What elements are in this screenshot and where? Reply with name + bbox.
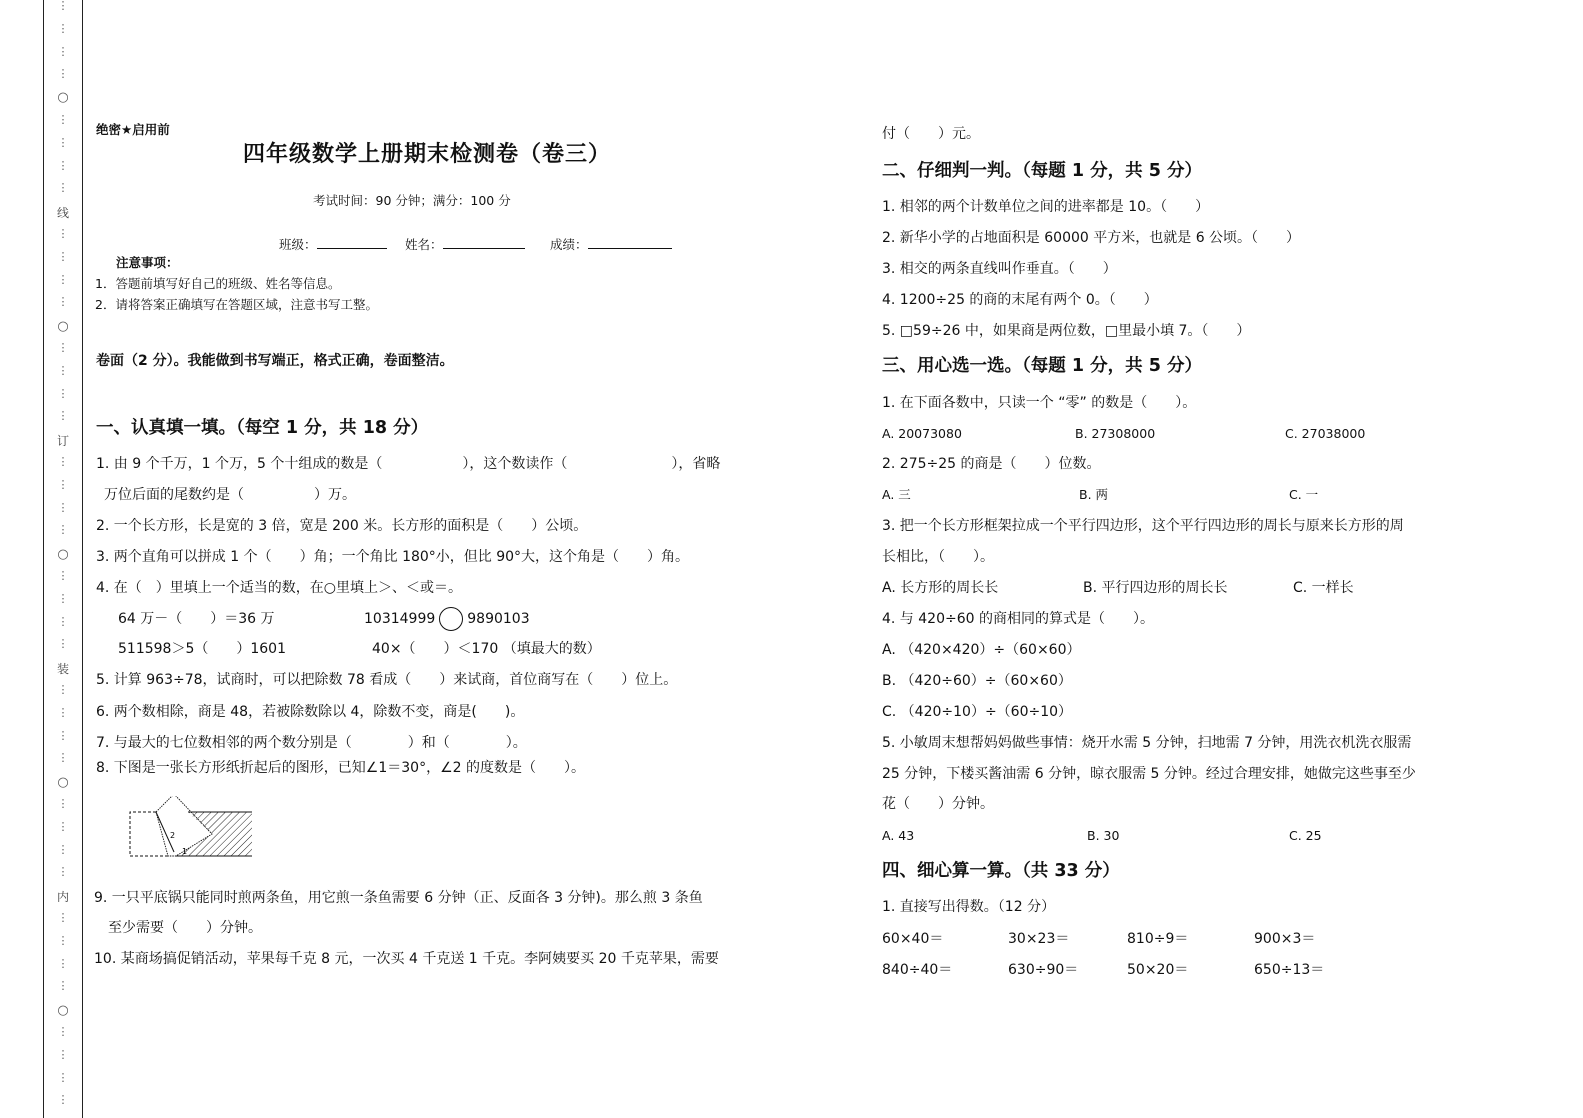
name-label: 姓名： [405, 237, 443, 252]
s1-question-5: 5. 计算 963÷78，试商时，可以把除数 78 看成（ ）来试商，首位商写在（ ）位上。 [96, 672, 678, 688]
compare-circle[interactable] [439, 607, 463, 631]
binding-dots: ⋮ [57, 44, 69, 58]
note-item-2: 2．请将答案正确填写在答题区域，注意书写工整。 [95, 297, 378, 312]
binding-dots: ⋮ [57, 477, 69, 491]
s1-question-4a: 64 万－（ ）＝36 万 [118, 611, 275, 627]
s1-question-9-line2: 至少需要（ ）分钟。 [108, 920, 262, 936]
binding-dots: ⋮ [57, 797, 69, 810]
s1-question-10-line1: 10. 某商场搞促销活动，苹果每千克 8 元，一次买 4 千克送 1 千克。李阿姨要买 20 千克苹果，需要 [94, 951, 719, 967]
s3-q3-option-c: C. 一样长 [1293, 580, 1354, 596]
class-field[interactable] [279, 234, 387, 254]
s2-item-5: 5. □59÷26 中，如果商是两位数，□里最小填 7。（ ） [882, 323, 1251, 339]
calc-item: 50×20＝ [1127, 962, 1189, 978]
binding-char: 订 [56, 434, 69, 448]
binding-circle-icon: ○ [57, 775, 69, 790]
binding-dots: ⋮ [57, 409, 69, 423]
s3-question-4: 4. 与 420÷60 的商相同的算式是（ ）。 [882, 611, 1154, 627]
s2-item-1: 1. 相邻的两个计数单位之间的进率都是 10。（ ） [882, 199, 1210, 215]
s1-question-1-line2: 万位后面的尾数约是（ ）万。 [104, 487, 356, 503]
q1-part-a: 1. 由 9 个千万，1 个万，5 个十组成的数是（ [96, 456, 383, 472]
binding-dots: ⋮ [57, 637, 69, 651]
folded-paper-figure [128, 796, 258, 860]
binding-dots: ⋮ [57, 979, 69, 993]
s3-question-5-line2: 25 分钟，下楼买酱油需 6 分钟，晾衣服需 5 分钟。经过合理安排，她做完这些事至少 [882, 766, 1416, 782]
binding-dots: ⋮ [57, 751, 69, 765]
section1-heading: 一、认真填一填。（每空 1 分，共 18 分） [96, 418, 429, 438]
binding-dots: ⋮ [57, 1047, 69, 1061]
class-label: 班级： [279, 237, 317, 252]
q4b-right: 9890103 [467, 611, 530, 627]
s3-question-3-line1: 3. 把一个长方形框架拉成一个平行四边形，这个平行四边形的周长与原来长方形的周 [882, 518, 1404, 534]
s3-q4-option-a: A. （420×420）÷（60×60） [882, 642, 1081, 658]
s1-question-3: 3. 两个直角可以拼成 1 个（ ）角；一个角比 180°小，但比 90°大，这个角是（ ）角。 [96, 549, 690, 565]
binding-dots: ⋮ [57, 911, 69, 924]
calc-item: 60×40＝ [882, 931, 944, 947]
section4-heading: 四、细心算一算。（共 33 分） [882, 861, 1120, 881]
binding-marks [44, 0, 82, 1118]
binding-dots: ⋮ [57, 933, 69, 947]
binding-char: 线 [56, 206, 69, 220]
s3-q5-option-a: A. 43 [882, 828, 915, 843]
s3-q3-option-a: A. 长方形的周长长 [882, 580, 999, 596]
binding-dots: ⋮ [57, 865, 69, 879]
name-blank[interactable] [443, 234, 525, 249]
calc-item: 650÷13＝ [1254, 962, 1325, 978]
s3-q4-option-c: C. （420÷10）÷（60÷10） [882, 704, 1073, 720]
s3-q1-option-b: B. 27308000 [1075, 426, 1156, 441]
binding-dots: ⋮ [57, 249, 69, 263]
section2-heading: 二、仔细判一判。（每题 1 分，共 5 分） [882, 161, 1202, 181]
s3-q2-option-c: C. 一 [1289, 487, 1319, 502]
notes-heading: 注意事项： [116, 255, 179, 270]
s3-q1-option-c: C. 27038000 [1285, 426, 1366, 441]
class-blank[interactable] [317, 234, 387, 249]
binding-dots: ⋮ [57, 956, 69, 970]
binding-dots: ⋮ [57, 158, 69, 172]
binding-char: 装 [56, 662, 69, 676]
angle-1-label: 1 [182, 847, 188, 856]
binding-dots: ⋮ [57, 819, 69, 833]
s3-question-5-line1: 5. 小敏周末想帮妈妈做些事情：烧开水需 5 分钟，扫地需 7 分钟，用洗衣机洗衣服需 [882, 735, 1412, 751]
s1-question-9-line1: 9. 一只平底锅只能同时煎两条鱼，用它煎一条鱼需要 6 分钟（正、反面各 3 分钟)。那么煎 3 条鱼 [94, 890, 703, 906]
binding-dots: ⋮ [57, 0, 69, 12]
calc-item: 810÷9＝ [1127, 931, 1189, 947]
s1-question-7: 7. 与最大的七位数相邻的两个数分别是（ ）和（ ）。 [96, 735, 527, 751]
s1-question-10-line2: 付（ ）元。 [882, 126, 980, 142]
calc-item: 900×3＝ [1254, 931, 1316, 947]
s1-question-6: 6. 两个数相除，商是 48，若被除数除以 4，除数不变，商是( )。 [96, 704, 525, 720]
q4b-left: 10314999 [364, 611, 436, 627]
binding-circle-icon: ○ [57, 90, 69, 105]
binding-dots: ⋮ [57, 181, 69, 195]
binding-dots: ⋮ [57, 67, 69, 81]
neatness-statement: 卷面（2 分）。我能做到书写端正，格式正确，卷面整洁。 [96, 353, 454, 369]
s3-q5-option-c: C. 25 [1289, 828, 1322, 843]
q1-part-b: ），这个数读作（ [462, 456, 568, 472]
binding-dots: ⋮ [57, 455, 69, 468]
calc-item: 30×23＝ [1008, 931, 1070, 947]
s3-q5-option-b: B. 30 [1087, 828, 1120, 843]
binding-dots: ⋮ [57, 1070, 69, 1084]
binding-dots: ⋮ [57, 705, 69, 719]
s1-question-2: 2. 一个长方形，长是宽的 3 倍，宽是 200 米。长方形的面积是（ ）公顷。 [96, 518, 588, 534]
binding-dots: ⋮ [57, 523, 69, 537]
binding-dots: ⋮ [57, 272, 69, 286]
note-item-1: 1．答题前填写好自己的班级、姓名等信息。 [95, 276, 341, 291]
s1-question-1-line1 [96, 455, 720, 473]
s3-q1-option-a: A. 20073080 [882, 426, 962, 441]
binding-dots: ⋮ [57, 227, 69, 240]
binding-dots: ⋮ [57, 341, 69, 354]
binding-dots: ⋮ [57, 1025, 69, 1038]
score-field[interactable] [550, 234, 672, 254]
binding-dots: ⋮ [57, 21, 69, 35]
binding-dots: ⋮ [57, 1093, 69, 1107]
binding-dots: ⋮ [57, 295, 69, 309]
binding-circle-icon: ○ [57, 547, 69, 562]
binding-char: 内 [56, 890, 69, 904]
s4-sub-1: 1. 直接写出得数。（12 分） [882, 899, 1056, 915]
page-title: 四年级数学上册期末检测卷（卷三） [243, 142, 612, 167]
s1-question-4: 4. 在（ ）里填上一个适当的数，在○里填上＞、＜或＝。 [96, 580, 463, 596]
s2-item-3: 3. 相交的两条直线叫作垂直。（ ） [882, 261, 1117, 277]
binding-dots: ⋮ [57, 683, 69, 696]
s3-q2-option-a: A. 三 [882, 487, 911, 502]
s1-question-8: 8. 下图是一张长方形纸折起后的图形，已知∠1＝30°，∠2 的度数是（ ）。 [96, 760, 585, 776]
section3-heading: 三、用心选一选。（每题 1 分，共 5 分） [882, 356, 1202, 376]
s3-q2-option-b: B. 两 [1079, 487, 1109, 502]
exam-info: 考试时间：90 分钟；满分：100 分 [313, 193, 511, 208]
s3-q3-option-b: B. 平行四边形的周长长 [1083, 580, 1228, 596]
s1-question-4c: 511598＞5（ ）1601 [118, 641, 286, 657]
s2-item-4: 4. 1200÷25 的商的末尾有两个 0。（ ） [882, 292, 1158, 308]
calc-item: 630÷90＝ [1008, 962, 1079, 978]
binding-dots: ⋮ [57, 113, 69, 126]
s3-question-1: 1. 在下面各数中，只读一个 “零” 的数是（ ）。 [882, 395, 1197, 411]
binding-circle-icon: ○ [57, 1003, 69, 1018]
binding-strip [43, 0, 83, 1118]
s1-question-4d: 40×（ ）＜170 （填最大的数） [372, 641, 601, 657]
s3-question-5-line3: 花（ ）分钟。 [882, 796, 994, 812]
binding-dots: ⋮ [57, 728, 69, 742]
s3-q4-option-b: B. （420÷60）÷（60×60） [882, 673, 1072, 689]
binding-circle-icon: ○ [57, 319, 69, 334]
s3-question-2: 2. 275÷25 的商是（ ）位数。 [882, 456, 1101, 472]
name-field[interactable] [405, 234, 525, 254]
secret-label: 绝密★启用前 [96, 122, 170, 137]
angle-2-label: 2 [170, 831, 176, 840]
binding-dots: ⋮ [57, 591, 69, 605]
binding-dots: ⋮ [57, 842, 69, 856]
binding-dots: ⋮ [57, 614, 69, 628]
s3-question-3-line2: 长相比，（ ）。 [882, 549, 994, 565]
binding-dots: ⋮ [57, 386, 69, 400]
binding-dots: ⋮ [57, 569, 69, 582]
q1-part-c: ），省略 [671, 456, 721, 472]
calc-item: 840÷40＝ [882, 962, 953, 978]
score-blank[interactable] [588, 234, 672, 249]
score-label: 成绩： [550, 237, 588, 252]
binding-dots: ⋮ [57, 363, 69, 377]
s2-item-2: 2. 新华小学的占地面积是 60000 平方米，也就是 6 公顷。（ ） [882, 230, 1301, 246]
binding-dots: ⋮ [57, 135, 69, 149]
s1-question-4b [364, 606, 530, 632]
binding-dots: ⋮ [57, 500, 69, 514]
